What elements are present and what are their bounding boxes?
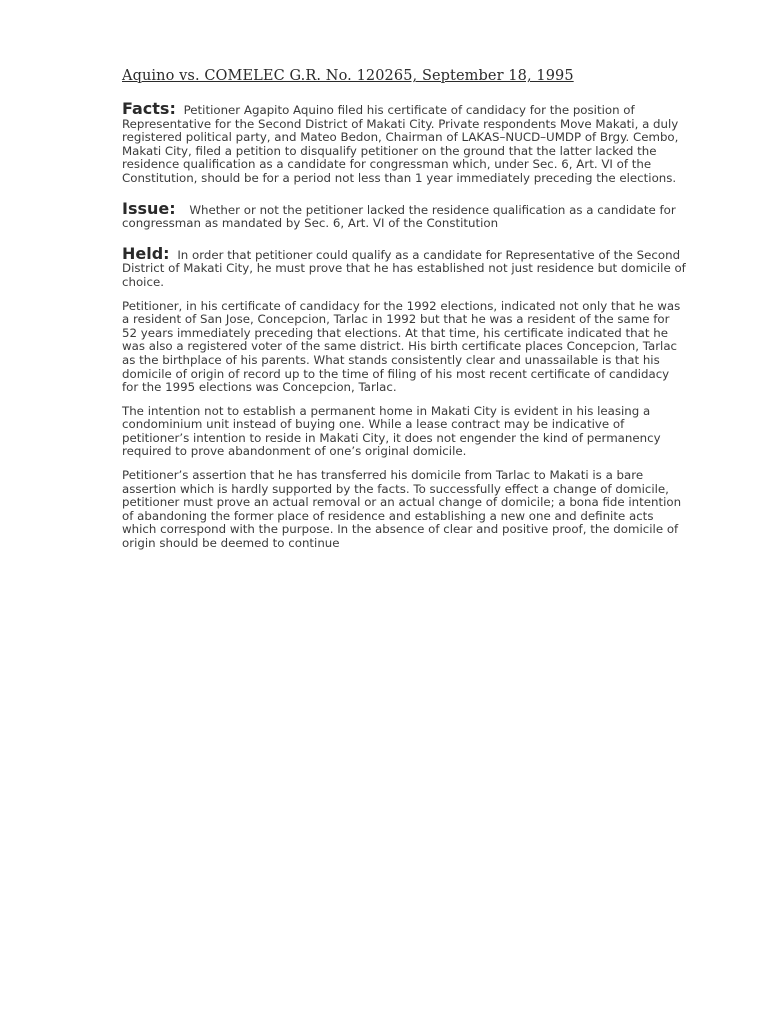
- held-heading: Held:: [122, 243, 170, 263]
- held-text: In order that petitioner could qualify as a candidate for Representative of the Second District of Makati City, he must prove that he has established not just residence but domicile of choice.: [122, 247, 686, 289]
- facts-heading: Facts:: [122, 99, 176, 118]
- document-page: [122, 68, 688, 561]
- issue-section: [122, 198, 688, 231]
- body-paragraph-3: Petitioner’s assertion that he has transferred his domicile from Tarlac to Makati is a bare assertion which is hardly supported by the facts. To successfully effect a change of domicile, petitioner must prove an actual removal or an actual change of domicile; a bona fide intention of abandoning the former place of residence and establishing a new one and definite acts which correspond with the purpose. In the absence of clear and positive proof, the domicile of origin should be deemed to continue: [122, 468, 682, 551]
- issue-heading: Issue:: [122, 198, 176, 218]
- body-paragraph-2: The intention not to establish a permanent home in Makati City is evident in his leasing a condominium unit instead of buying one. While a lease contract may be indicative of petitioner’s intention to reside in Makati City, it does not engender the kind of permanency required to prove abandonment of one’s original domicile.: [122, 403, 661, 459]
- facts-text: Petitioner Agapito Aquino filed his certificate of candidacy for the position of Representative for the Second District of Makati City. Private respondents Move Makati, a duly registered political party, and Mateo Bedon, Chairman of LAKAS–NUCD–UMDP of Brgy. Cembo, Makati City, filed a petition to disqualify petitioner on the ground that the latter lacked the residence qualification as a candidate for congressman which, under Sec. 6, Art. VI of the Constitution, should be for a period not less than 1 year immediately preceding the elections.: [122, 103, 679, 185]
- issue-text: Whether or not the petitioner lacked the residence qualification as a candidate for congressman as mandated by Sec. 6, Art. VI of the Constitution: [122, 202, 676, 231]
- body-paragraph-1: Petitioner, in his certificate of candidacy for the 1992 elections, indicated not only that he was a resident of San Jose, Concepcion, Tarlac in 1992 but that he was a resident of the same for 52 years immediately preceding that elections. At that time, his certificate indicated that he was also a registered voter of the same district. His birth certificate places Concepcion, Tarlac as the birthplace of his parents. What stands consistently clear and unassailable is that his domicile of origin of record up to the time of filing of his most recent certificate of candidacy for the 1995 elections was Concepcion, Tarlac.: [122, 298, 681, 395]
- facts-section: [122, 99, 688, 186]
- document-title: Aquino vs. COMELEC G.R. No. 120265, September 18, 1995: [122, 68, 574, 84]
- held-section: [122, 243, 688, 290]
